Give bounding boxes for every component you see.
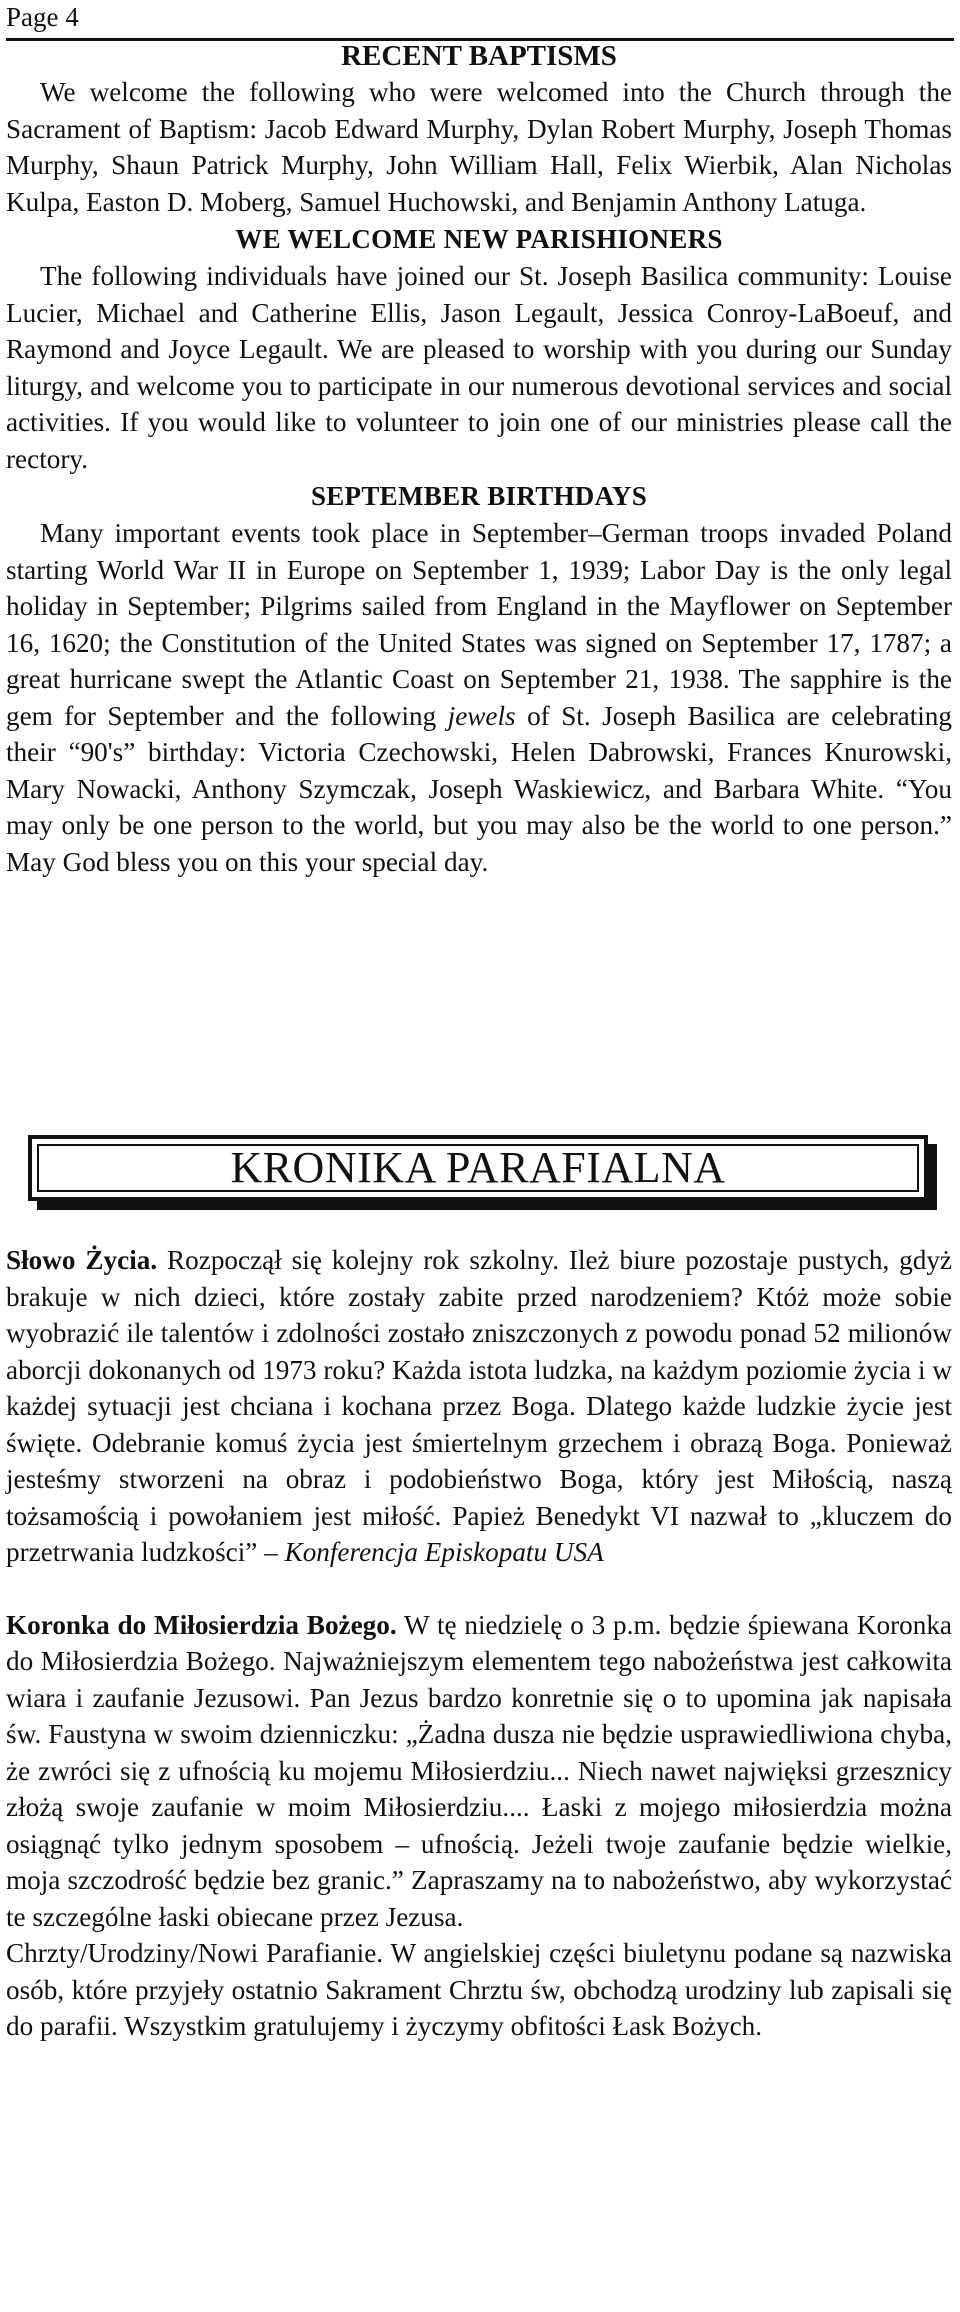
birthdays-text-part2: of St. Joseph Basilica are celebrating their “90's” birthday: Victoria Czechowski, Helen Dabrowski, Frances Knurowski, Mary Nowacki, Anthony Szymczak, Joseph Waskiewicz, and Barbara White. “You may only be one person to the world, but you may also be the world to one person.” May God bless you on this your special day. (6, 700, 952, 877)
birthdays-text-part1: Many important events took place in September–German troops invaded Poland starting World War II in Europe on September 1, 1939; Labor Day is the only legal holiday in September; Pilgrims sailed from England in the Mayflower on September 16, 1620; the Constitution of the United States was signed on September 17, 1787; a great hurricane swept the Atlantic Coast on September 21, 1938. The sapphire is the gem for September and the following (6, 518, 952, 731)
page-number: Page 4 (6, 2, 79, 32)
koronka-text: W tę niedzielę o 3 p.m. będzie śpiewana Koronka do Miłosierdzia Bożego. Najważniejszym elementem tego nabożeństwa jest całkowita wiara i zaufanie Jezusowi. Pan Jezus bardzo konretnie się o to upomina jak napisała św. Faustyna w swoim dzienniczku: „Żadna dusza nie będzie usprawiedliwiona chyba, że zwróci się z ufnością ku mojemu Miłosierdziu... Niech nawet najwięksi grzesznicy złożą swoje zaufanie w moim Miłosierdziu.... Łaski z mojego miłosierdzia można osiągnąć tylko jednym sposobem – ufnością. Jeżeli twoje zaufanie będzie wielkie, moja szczodrość będzie bez granic.” Zapraszamy na to nabożeństwo, aby wykorzystać te szczególne łaski obiecane przez Jezusa. (6, 1609, 952, 1932)
kronika-banner-inner (37, 1144, 919, 1192)
birthdays-text-italic: jewels (447, 700, 516, 731)
kronika-title: KRONIKA PARAFIALNA (230, 1143, 726, 1192)
parishioners-text: The following individuals have joined our St. Joseph Basilica community: Louise Lucier, Michael and Catherine Ellis, Jason Legault, Jessica Conroy-LaBoeuf, and Raymond and Joyce Legault. We are pleased to worship with you during our Sunday liturgy, and welcome you to participate in our numerous devotional services and social activities. If you would like to volunteer to join one of our ministries please call the rectory. (6, 261, 952, 474)
slowo-zycia-source: – Konferencja Episkopatu USA (264, 1537, 604, 1567)
chrzty-paragraph: Chrzty/Urodziny/Nowi Parafianie. W angielskiej części biuletynu podane są nazwiska osób, które przyjeły ostatnio Sakrament Chrztu św, obchodzą urodziny lub zapisali się do parafii. Wszystkim gratulujemy i życzymy obfitości Łask Bożych. (6, 1938, 952, 2041)
polish-section (6, 1242, 952, 2045)
birthdays-text (6, 515, 952, 880)
baptisms-heading: RECENT BAPTISMS (341, 40, 617, 72)
kronika-banner (28, 1135, 928, 1201)
paragraph-spacer (6, 1571, 952, 1607)
koronka-lead: Koronka do Miłosierdzia Bożego. (6, 1609, 397, 1640)
koronka-paragraph (6, 1607, 952, 1936)
english-section (6, 38, 952, 880)
slowo-zycia-paragraph (6, 1242, 952, 1571)
slowo-zycia-lead: Słowo Życia. (6, 1245, 158, 1275)
page-header (6, 0, 954, 41)
slowo-zycia-text: Rozpoczął się kolejny rok szkolny. Ileż biure pozostaje pustych, gdyż brakuje w nich dzieci, które zostały zabite przed narodzeniem? Któż może sobie wyobrazić ile talentów i zdolności zostało zniszczonych z powodu ponad 52 milionów aborcji dokonanych od 1973 roku? Każda istota ludzka, na każdym poziomie życia i w każdej sytuacji jest chciana i kochana przez Boga. Dlatego każde ludzkie życie jest święte. Odebranie komuś życia jest śmiertelnym grzechem i obrazą Boga. Ponieważ jesteśmy stworzeni na obraz i podobieństwo Boga, który jest Miłością, naszą tożsamością i powołaniem jest miłość. Papież Benedykt VI nazwał to „kluczem do przetrwania ludzkości” (6, 1245, 952, 1567)
baptisms-text: We welcome the following who were welcomed into the Church through the Sacrament of Baptism: Jacob Edward Murphy, Dylan Robert Murphy, Joseph Thomas Murphy, Shaun Patrick Murphy, John William Hall, Felix Wierbik, Alan Nicholas Kulpa, Easton D. Moberg, Samuel Huchowski, and Benjamin Anthony Latuga. (6, 77, 952, 217)
birthdays-heading: SEPTEMBER BIRTHDAYS (310, 481, 648, 511)
parishioners-heading: WE WELCOME NEW PARISHIONERS (235, 224, 723, 254)
